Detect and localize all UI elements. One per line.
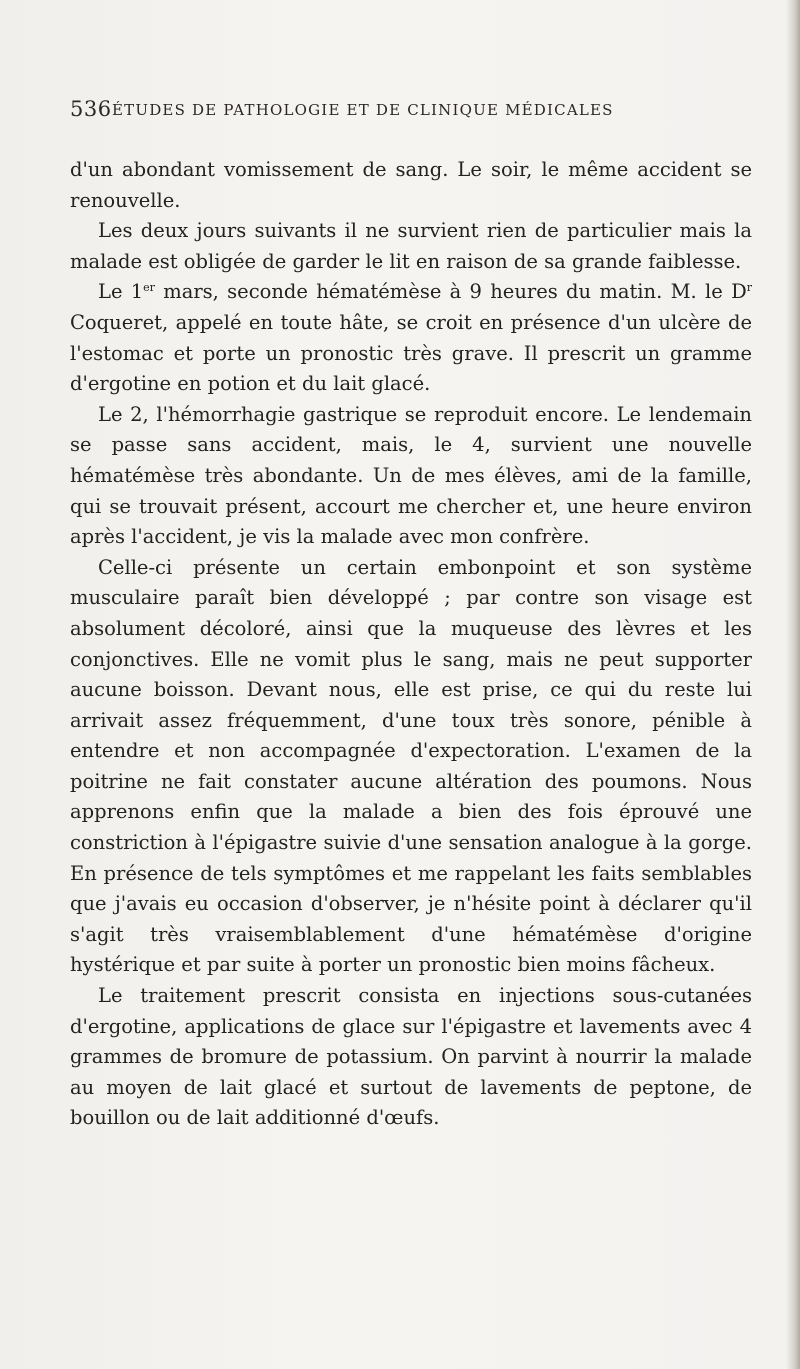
paragraph-3-text-c: Coqueret, appelé en toute hâte, se croit en présence d'un ulcère de l'estomac et porte un pronostic très grave. Il prescrit un gramme d'ergotine en potion et du lait glacé. — [70, 310, 752, 396]
superscript-er: er — [143, 281, 155, 295]
paragraph-1: d'un abondant vomissement de sang. Le soir, le même accident se renouvelle. — [70, 158, 752, 212]
paragraph-5: Celle-ci présente un certain embonpoint et son système musculaire paraît bien développé ; par contre son visage est absolument décoloré, ainsi que la muqueuse des lèvres et les conjonctives. Elle ne vomit plus le sang, mais ne peut supporter aucune boisson. Devant nous, elle est prise, ce qui du reste lui arrivait assez fréquemment, d'une toux très sonore, pénible à entendre et non accompagnée d'expectoration. L'examen de la poitrine ne fait constater aucune altération des poumons. Nous apprenons enfin que la malade a bien des fois éprouvé une constriction à l'épigastre suivie d'une sensation analogue à la gorge. En présence de tels symptômes et me rappelant les faits semblables que j'avais eu occasion d'observer, je n'hésite point à déclarer qu'il s'agit très vraisemblablement d'une hématémèse d'origine hystérique et par suite à porter un pronostic bien moins fâcheux. — [70, 555, 752, 977]
page-edge-shadow — [786, 0, 800, 1369]
superscript-r: r — [746, 281, 752, 295]
paragraph-3-text-a: Le 1 — [98, 280, 144, 304]
paragraph-2: Les deux jours suivants il ne survient rien de particulier mais la malade est obligée de garder le lit en raison de sa grande faiblesse. — [70, 219, 752, 273]
paragraph-3 — [70, 277, 752, 399]
running-head — [70, 97, 730, 127]
body-text — [70, 155, 752, 1134]
paragraph-4: Le 2, l'hémorrhagie gastrique se reproduit encore. Le lendemain se passe sans accident, mais, le 4, survient une nouvelle hématémèse très abondante. Un de mes élèves, ami de la famille, qui se trouvait présent, accourt me chercher et, une heure environ après l'accident, je vis la malade avec mon confrère. — [70, 402, 752, 549]
paragraph-6: Le traitement prescrit consista en injections sous-cutanées d'ergotine, applications de glace sur l'épigastre et lavements avec 4 grammes de bromure de potassium. On parvint à nourrir la malade au moyen de lait glacé et surtout de lavements de peptone, de bouillon ou de lait additionné d'œufs. — [70, 984, 752, 1130]
running-title: ÉTUDES DE PATHOLOGIE ET DE CLINIQUE MÉDICALES — [112, 101, 614, 119]
page-number: 536 — [70, 97, 112, 121]
paragraph-3-text-b: mars, seconde hématémèse à 9 heures du matin. M. le D — [154, 280, 747, 304]
